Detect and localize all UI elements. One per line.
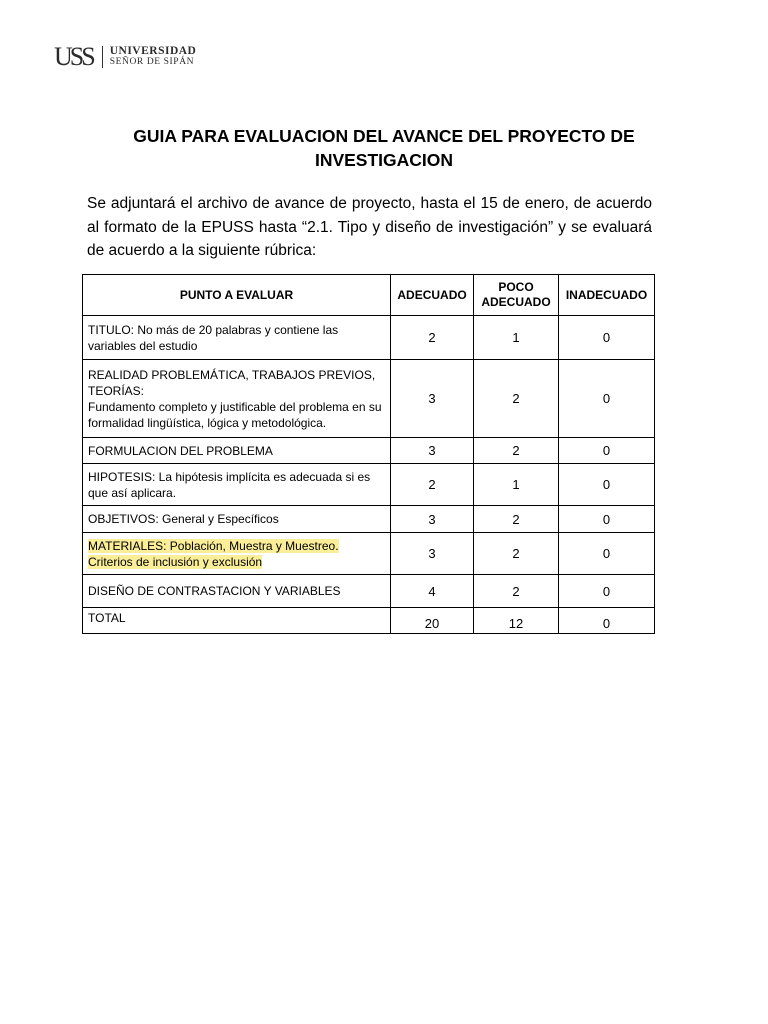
- somewhat-adequate-score: 2: [474, 575, 559, 608]
- table-row: [83, 438, 655, 464]
- logo-text: [110, 46, 197, 68]
- inadequate-score: 0: [559, 438, 655, 464]
- table-row: [83, 464, 655, 506]
- criterion-cell: FORMULACION DEL PROBLEMA: [83, 438, 391, 464]
- table-row: [83, 575, 655, 608]
- header-criterion: PUNTO A EVALUAR: [83, 275, 391, 316]
- table-row: [83, 506, 655, 533]
- total-adequate: 20: [391, 608, 474, 634]
- adequate-score: 3: [391, 438, 474, 464]
- criterion-cell: [83, 360, 391, 438]
- total-label: TOTAL: [83, 608, 391, 634]
- criterion-heading: REALIDAD PROBLEMÁTICA, TRABAJOS PREVIOS, TEORÍAS:: [88, 367, 376, 398]
- table-row: [83, 316, 655, 360]
- highlighted-criterion: MATERIALES: Población, Muestra y Muestreo. Criterios de inclusión y exclusión: [88, 538, 339, 569]
- logo-line-2: SEÑOR DE SIPÁN: [109, 57, 195, 67]
- header-adequate: ADECUADO: [391, 275, 474, 316]
- table-row: [83, 533, 655, 575]
- adequate-score: 3: [391, 506, 474, 533]
- adequate-score: 3: [391, 533, 474, 575]
- inadequate-score: 0: [559, 464, 655, 506]
- adequate-score: 2: [391, 316, 474, 360]
- somewhat-adequate-score: 1: [474, 464, 559, 506]
- inadequate-score: 0: [559, 533, 655, 575]
- header-somewhat-adequate: POCO ADECUADO: [474, 275, 559, 316]
- table-row: [83, 360, 655, 438]
- header-inadequate: INADECUADO: [559, 275, 655, 316]
- criterion-cell: DISEÑO DE CONTRASTACION Y VARIABLES: [83, 575, 391, 608]
- somewhat-adequate-score: 2: [474, 506, 559, 533]
- uss-logo-mark: USS: [54, 42, 93, 71]
- rubric-table: [82, 274, 655, 634]
- inadequate-score: 0: [559, 506, 655, 533]
- somewhat-adequate-score: 2: [474, 360, 559, 438]
- criterion-cell: HIPOTESIS: La hipótesis implícita es adecuada si es que así aplicara.: [83, 464, 391, 506]
- inadequate-score: 0: [559, 360, 655, 438]
- university-logo: [54, 44, 196, 70]
- table-total-row: [83, 608, 655, 634]
- adequate-score: 3: [391, 360, 474, 438]
- adequate-score: 4: [391, 575, 474, 608]
- somewhat-adequate-score: 2: [474, 438, 559, 464]
- criterion-cell: TITULO: No más de 20 palabras y contiene las variables del estudio: [83, 316, 391, 360]
- somewhat-adequate-score: 2: [474, 533, 559, 575]
- document-title: GUIA PARA EVALUACION DEL AVANCE DEL PROYECTO DE INVESTIGACION: [133, 126, 635, 170]
- inadequate-score: 0: [559, 575, 655, 608]
- table-header-row: [83, 275, 655, 316]
- total-somewhat-adequate: 12: [474, 608, 559, 634]
- inadequate-score: 0: [559, 316, 655, 360]
- logo-line-1: UNIVERSIDAD: [109, 45, 197, 57]
- intro-paragraph: Se adjuntará el archivo de avance de proyecto, hasta el 15 de enero, de acuerdo al formato de la EPUSS hasta “2.1. Tipo y diseño de investigación” y se evaluará de acuerdo a la siguiente rúbrica:: [87, 195, 652, 259]
- logo-divider: [102, 46, 103, 68]
- criterion-cell: OBJETIVOS: General y Específicos: [83, 506, 391, 533]
- somewhat-adequate-score: 1: [474, 316, 559, 360]
- total-inadequate: 0: [559, 608, 655, 634]
- criterion-cell: [83, 533, 391, 575]
- adequate-score: 2: [391, 464, 474, 506]
- criterion-description: Fundamento completo y justificable del problema en su formalidad lingüística, lógica y metodológica.: [88, 399, 382, 430]
